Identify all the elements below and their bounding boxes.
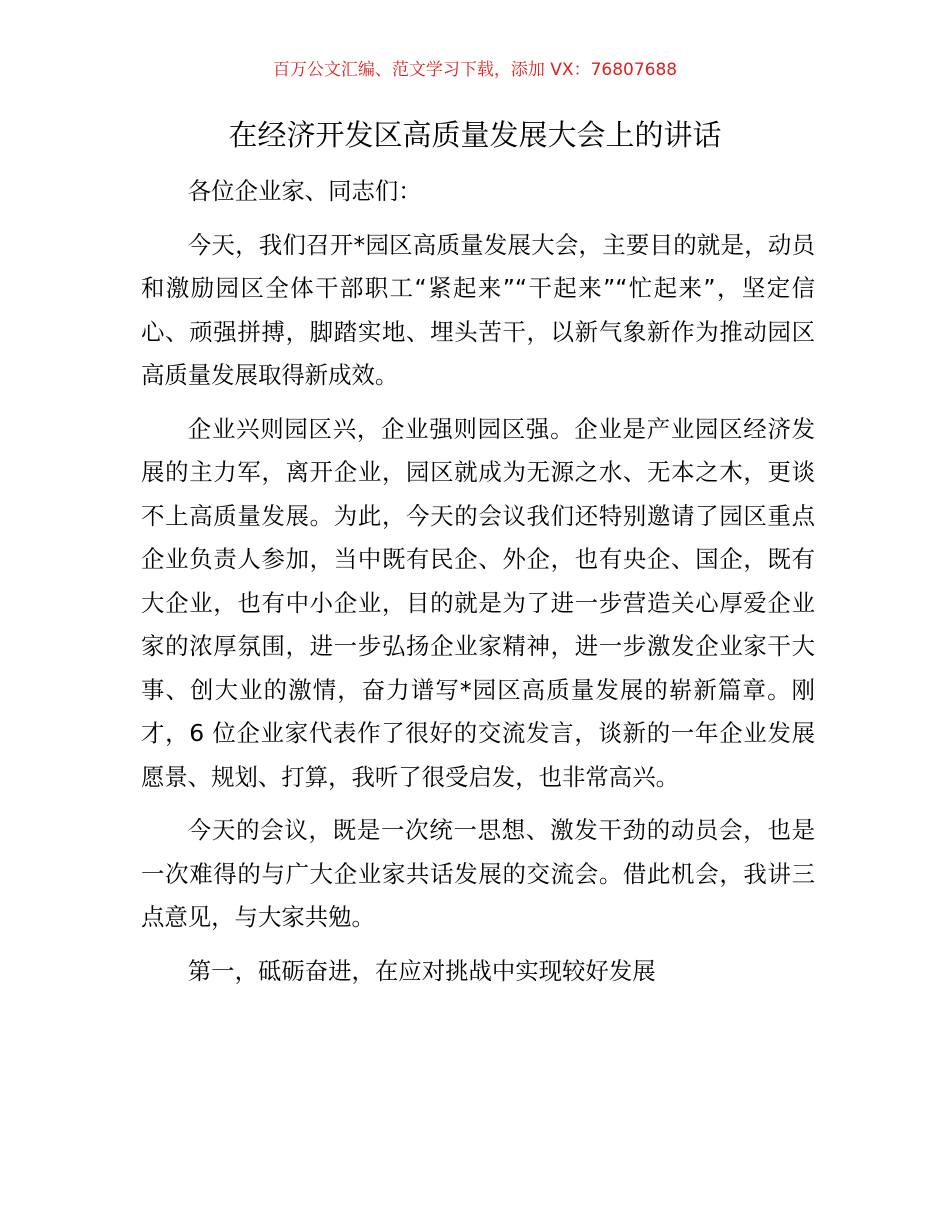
page-title: 在经济开发区高质量发展大会上的讲话 (228, 118, 722, 152)
paragraph-3: 今天的会议，既是一次统一思想、激发干劲的动员会，也是一次难得的与广大企业家共话发展的交流会。借此机会，我讲三点意见，与大家共勉。 (141, 816, 815, 931)
header-note: 百万公文汇编、范文学习下载，添加 VX：76807688 (272, 60, 678, 80)
paragraph-1: 今天，我们召开*园区高质量发展大会，主要目的就是，动员和激励园区全体干部职工“紧起来”“干起来”“忙起来”，坚定信心、顽强拼搏，脚踏实地、埋头苦干，以新气象新作为推动园区高质量发展取得新成效。 (141, 230, 815, 389)
salutation: 各位企业家、同志们： (187, 177, 422, 205)
paragraph-2: 企业兴则园区兴，企业强则园区强。企业是产业园区经济发展的主力军，离开企业，园区就成为无源之水、无本之木，更谈不上高质量发展。为此，今天的会议我们还特别邀请了园区重点企业负责人参加，当中既有民企、外企，也有央企、国企，既有大企业，也有中小企业，目的就是为了进一步营造关心厚爱企业家的浓厚氛围，进一步弘扬企业家精神，进一步激发企业家干大事、创大业的激情，奋力谱写*园区高质量发展的崭新篇章。刚才，6 位企业家代表作了很好的交流发言，谈新的一年企业发展愿景、规划、打算，我听了很受启发，也非常高兴。 (141, 414, 815, 791)
document-body (141, 170, 815, 1003)
section-heading: 第一，砥砺奋进，在应对挑战中实现较好发展 (187, 956, 656, 985)
